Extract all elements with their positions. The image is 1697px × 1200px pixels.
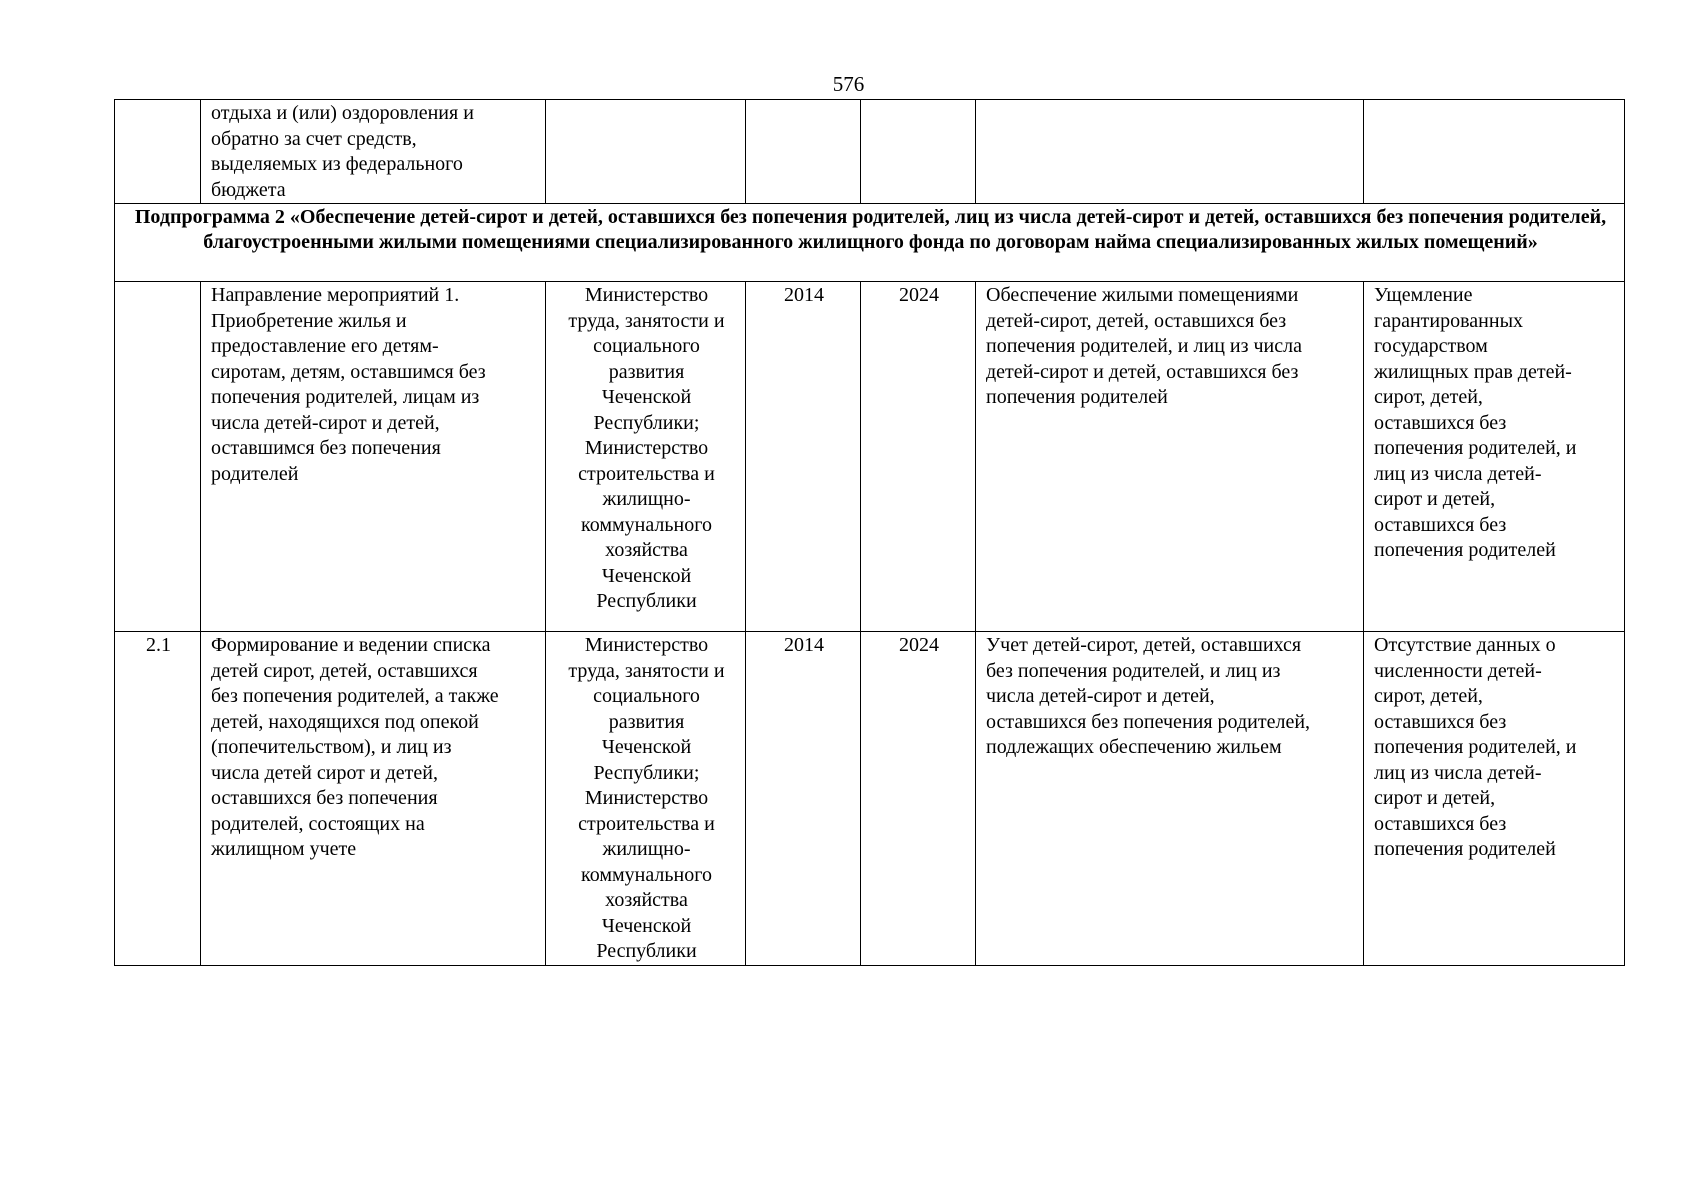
measures-table — [114, 99, 1625, 966]
consequence-cell: Ущемление гарантированных государством жилищных прав детей- сирот, детей, оставшихся без попечения родителей, и лиц из числа детей- сирот и детей, оставшихся без попечения родителей — [1364, 282, 1625, 632]
page-number: 576 — [832, 72, 865, 96]
start-year-cell: 2014 — [746, 282, 861, 632]
start-year-cell: 2014 — [746, 632, 861, 966]
end-year-cell — [861, 100, 976, 204]
end-year-cell: 2024 — [861, 632, 976, 966]
measure-cell: Формирование и ведении списка детей сирот, детей, оставшихся без попечения родителей, а также детей, находящихся под опекой (попечительством), и лиц из числа детей сирот и детей, оставшихся без попечения родителей, состоящих на жилищном учете — [201, 632, 546, 966]
row-number-cell — [115, 100, 201, 204]
measure-cell: отдыха и (или) оздоровления и обратно за счет средств, выделяемых из федерального бюджета — [201, 100, 546, 204]
executor-cell — [546, 100, 746, 204]
subprogram-title: Подпрограмма 2 «Обеспечение детей-сирот и детей, оставшихся без попечения родителей, лиц из числа детей-сирот и детей, оставшихся без попечения родителей, благоустроенными жилыми помещениями специализированного жилищного фонда по договорам найма специализированных жилых помещений» — [115, 204, 1625, 282]
row-number-cell — [115, 282, 201, 632]
measure-cell: Направление мероприятий 1. Приобретение жилья и предоставление его детям- сиротам, детям, оставшимся без попечения родителей, лицам из числа детей-сирот и детей, оставшимся без попечения родителей — [201, 282, 546, 632]
expected-result-cell: Обеспечение жилыми помещениями детей-сирот, детей, оставшихся без попечения родителей, и лиц из числа детей-сирот и детей, оставшихся без попечения родителей — [976, 282, 1364, 632]
executor-cell: Министерство труда, занятости и социального развития Чеченской Республики; Министерство строительства и жилищно- коммунального хозяйства Чеченской Республики — [546, 282, 746, 632]
subprogram-row — [115, 204, 1625, 282]
executor-cell: Министерство труда, занятости и социального развития Чеченской Республики; Министерство строительства и жилищно- коммунального хозяйства Чеченской Республики — [546, 632, 746, 966]
expected-result-cell — [976, 100, 1364, 204]
start-year-cell — [746, 100, 861, 204]
expected-result-cell: Учет детей-сирот, детей, оставшихся без попечения родителей, и лиц из числа детей-сирот и детей, оставшихся без попечения родителей, подлежащих обеспечению жильем — [976, 632, 1364, 966]
row-number-cell: 2.1 — [115, 632, 201, 966]
table-row — [115, 282, 1625, 632]
consequence-cell — [1364, 100, 1625, 204]
consequence-cell: Отсутствие данных о численности детей- сирот, детей, оставшихся без попечения родителей, и лиц из числа детей- сирот и детей, оставшихся без попечения родителей — [1364, 632, 1625, 966]
table-row — [115, 632, 1625, 966]
table-row — [115, 100, 1625, 204]
end-year-cell: 2024 — [861, 282, 976, 632]
